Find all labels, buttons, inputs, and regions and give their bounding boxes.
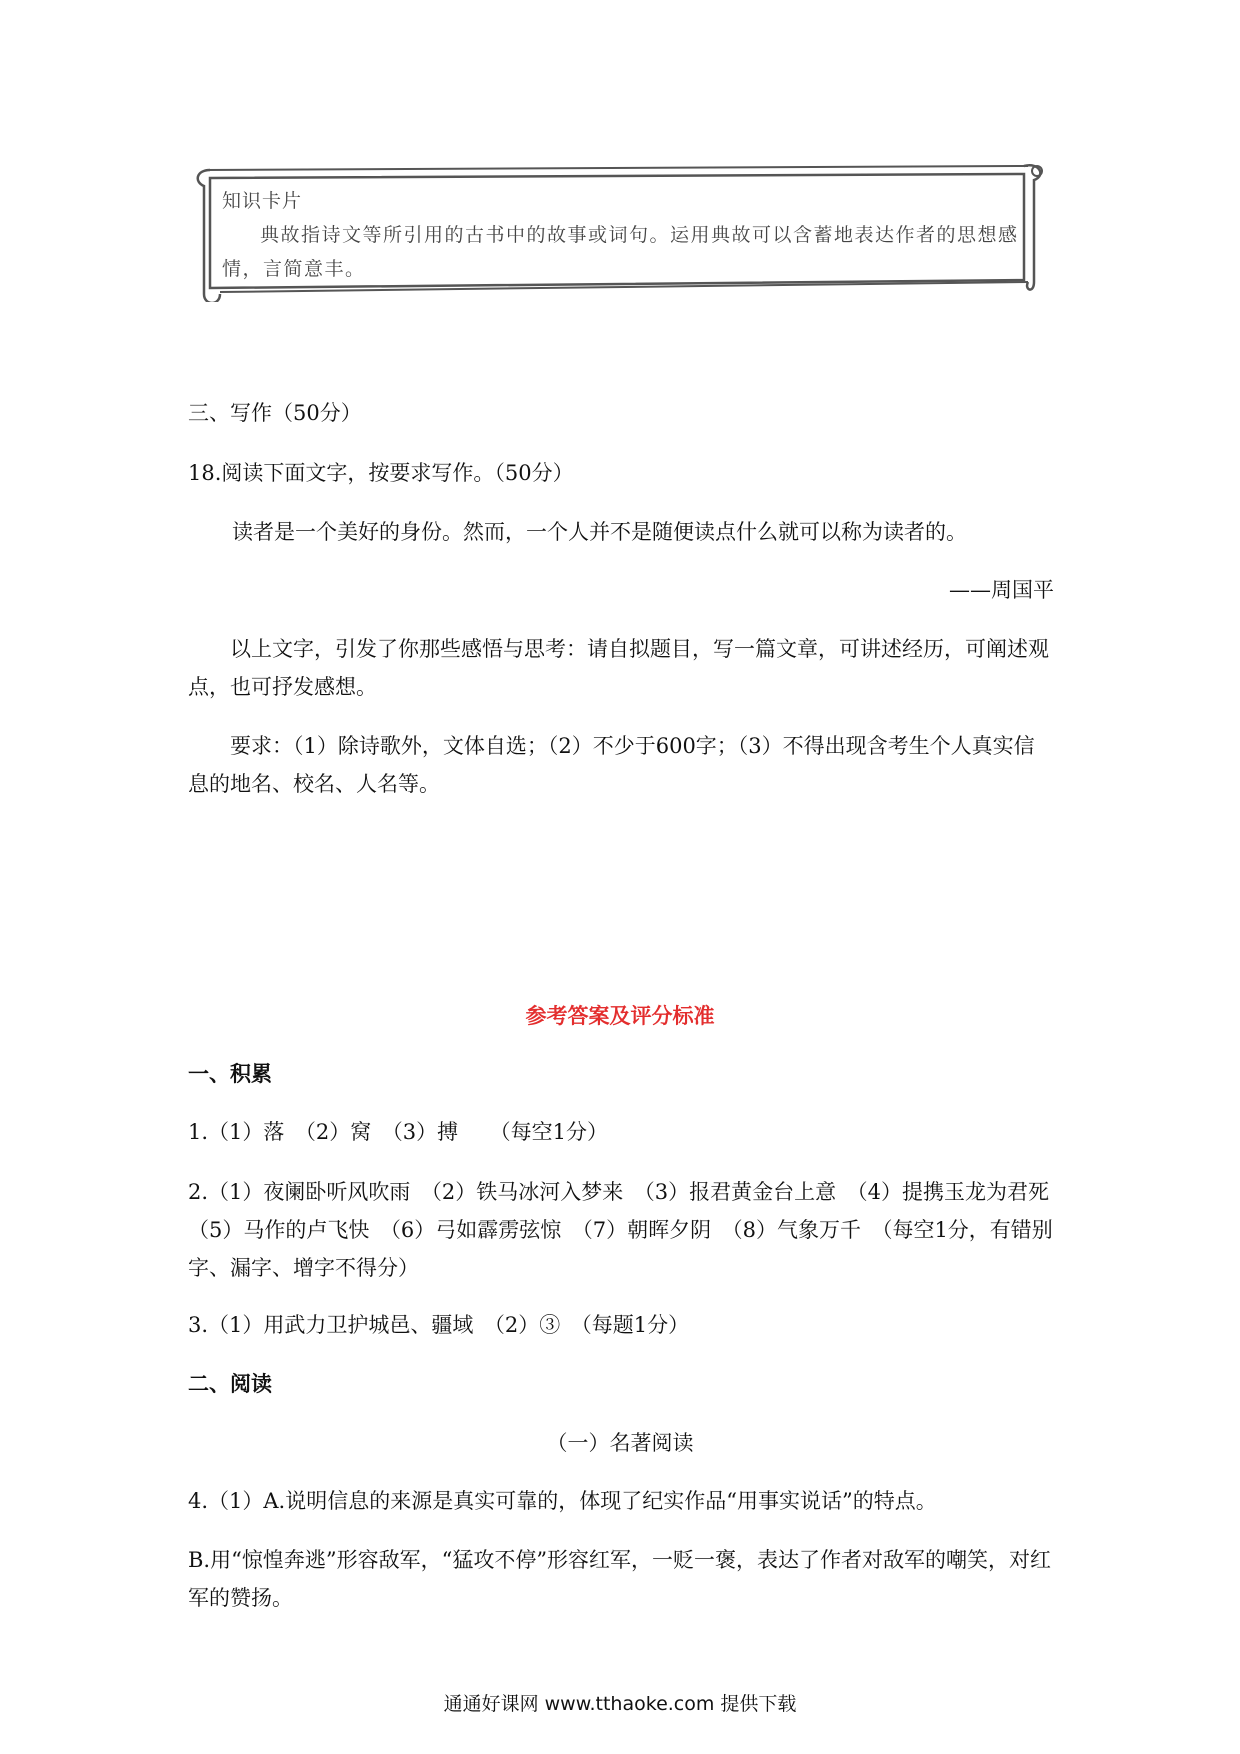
answer-2: 2.（1）夜阑卧听风吹雨 （2）铁马冰河入梦来 （3）报君黄金台上意 （4）提携玉龙为君死 （5）马作的卢飞快 （6）弓如霹雳弦惊 （7）朝晖夕阴 （8）气象万千 （每空1分，有错别字、漏字、增字不得分） [188, 1180, 1070, 1280]
subsection-classics: （一）名著阅读 [546, 1431, 694, 1455]
section-reading: 二、阅读 [188, 1372, 272, 1396]
writing-requirements: 要求：（1）除诗歌外，文体自选；（2）不少于600字；（3）不得出现含考生个人真实信息的地名、校名、人名等。 [188, 734, 1035, 796]
answer-3: 3.（1）用武力卫护城邑、疆域 （2）③ （每题1分） [188, 1313, 690, 1337]
answer-4a: 4.（1）A.说明信息的来源是真实可靠的，体现了纪实作品“用事实说话”的特点。 [188, 1489, 937, 1513]
footer-source: 通通好课网 www.tthaoke.com 提供下载 [443, 1693, 797, 1715]
section-accumulation: 一、积累 [188, 1062, 272, 1086]
card-title: 知识卡片 [222, 190, 303, 212]
writing-quote: 读者是一个美好的身份。然而，一个人并不是随便读点什么就可以称为读者的。 [232, 520, 967, 544]
answer-4b: B.用“惊惶奔逃”形容敌军，“猛攻不停”形容红军，一贬一褒，表达了作者对敌军的嘲笑，对红军的赞扬。 [188, 1548, 1052, 1610]
writing-question: 18.阅读下面文字，按要求写作。（50分） [188, 461, 574, 485]
knowledge-card [192, 160, 1050, 302]
writing-section-title: 三、写作（50分） [188, 401, 362, 425]
writing-prompt: 以上文字，引发了你那些感悟与思考：请自拟题目，写一篇文章，可讲述经历，可阐述观点，也可抒发感想。 [188, 637, 1049, 699]
answer-1: 1.（1）落 （2）窝 （3）搏 （每空1分） [188, 1120, 608, 1144]
answers-title: 参考答案及评分标准 [525, 1004, 715, 1028]
quote-author: ——周国平 [949, 578, 1054, 602]
card-text: 典故指诗文等所引用的古书中的故事或词句。运用典故可以含蓄地表达作者的思想感情，言简意丰。 [222, 224, 1019, 280]
